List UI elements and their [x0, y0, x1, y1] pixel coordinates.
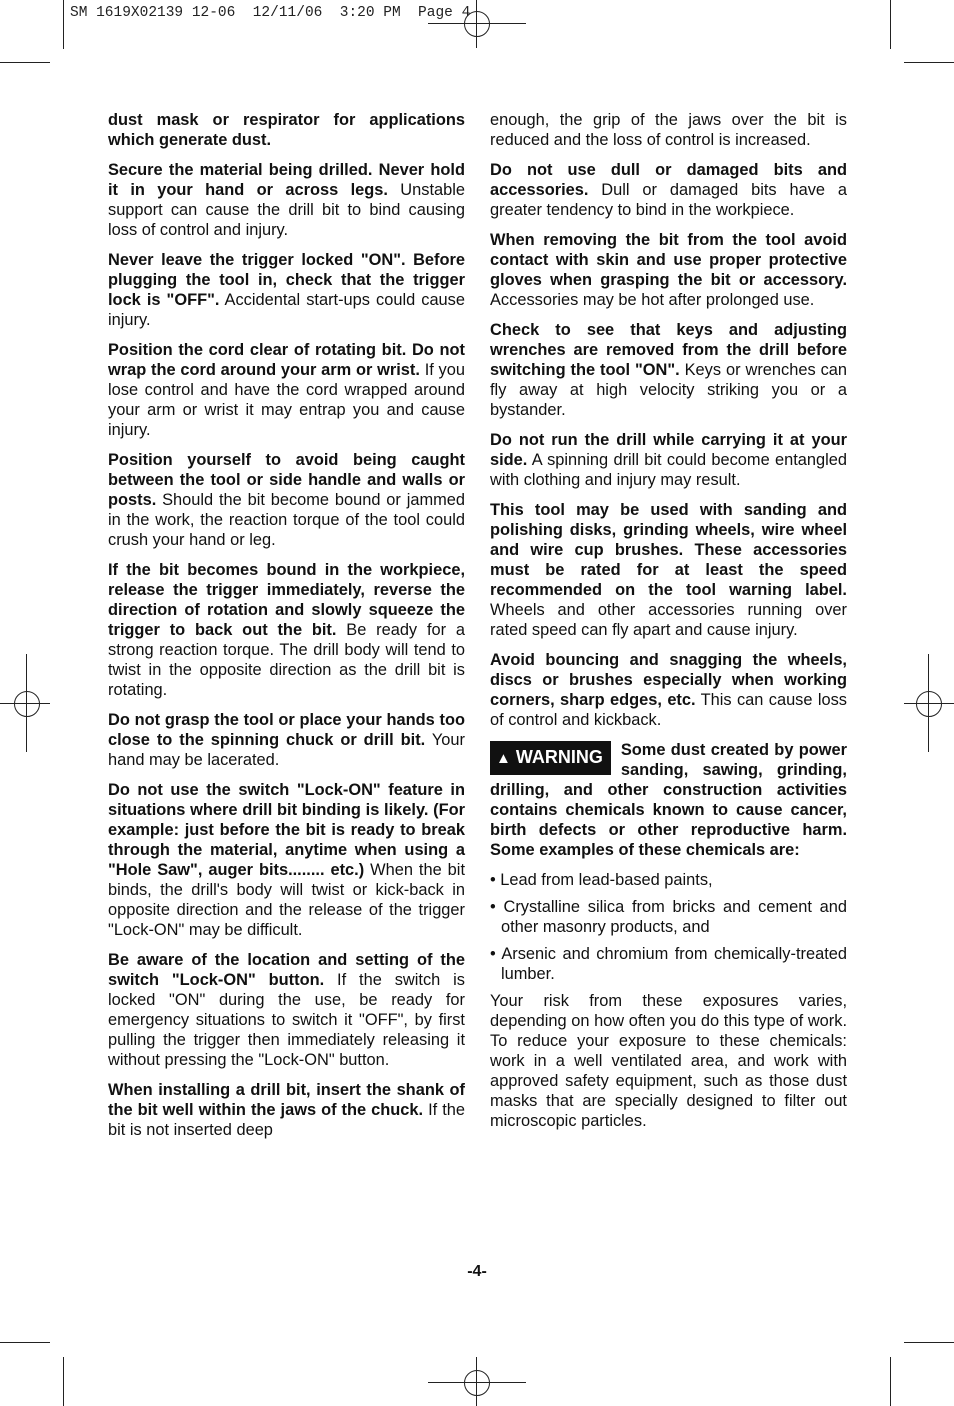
- list-item: • Arsenic and chromium from chemically-treated lumber.: [490, 945, 847, 983]
- print-slug: SM 1619X02139 12-06 12/11/06 3:20 PM Page 4: [70, 5, 471, 21]
- safety-rule-carrying: Do not run the drill while carrying it at your side. A spinning drill bit could become entangled with clothing and injury may result.: [490, 431, 847, 489]
- safety-rule-install-bit-continued: enough, the grip of the jaws over the bit is reduced and the loss of control is increased.: [490, 111, 847, 149]
- crop-mark: [63, 1357, 64, 1406]
- registration-target: [916, 691, 942, 717]
- safety-rule-trigger-lock: Never leave the trigger locked "ON". Before plugging the tool in, check that the trigger lock is "OFF". Accidental start-ups could cause injury.: [108, 251, 465, 329]
- safety-rule-secure-material: Secure the material being drilled. Never hold it in your hand or across legs. Unstable support can cause the drill bit to bind causing loss of control and injury.: [108, 161, 465, 239]
- crop-mark: [904, 1342, 954, 1343]
- warning-block: [490, 740, 847, 860]
- warning-text: Some dust created by power sanding, sawing, grinding, drilling, and other construction activities contains chemicals known to cause cancer, birth defects or other reproductive harm. Some examples of these chemicals are:: [490, 741, 847, 859]
- registration-target: [464, 11, 490, 37]
- closing-paragraph: Your risk from these exposures varies, depending on how often you do this type of work. To reduce your exposure to these chemicals: work in a well ventilated area, and work with approved safety equipment, such as those dust masks that are specially designed to filter out microscopic particles.: [490, 992, 847, 1130]
- registration-line: [904, 703, 954, 704]
- crop-mark: [904, 62, 954, 63]
- registration-target: [464, 1370, 490, 1396]
- safety-rule-bouncing: Avoid bouncing and snagging the wheels, discs or brushes especially when working corners, sharp edges, etc. This can cause loss of control and kickback.: [490, 651, 847, 729]
- registration-line: [428, 1382, 526, 1383]
- safety-rule-hands-clear: Do not grasp the tool or place your hands too close to the spinning chuck or drill bit. Your hand may be lacerated.: [108, 711, 465, 769]
- registration-target: [14, 691, 40, 717]
- safety-rule-bit-bound: If the bit becomes bound in the workpiece, release the trigger immediately, reverse the direction of rotation and slowly squeeze the trigger to back out the bit. Be ready for a strong reaction torque. The drill body will tend to twist in the opposite direction as the drill bit is rotating.: [108, 561, 465, 699]
- registration-line: [928, 654, 929, 752]
- safety-rule-remove-keys: Check to see that keys and adjusting wrenches are removed from the drill before switching the tool "ON". Keys or wrenches can fly away at high velocity striking you or a bystander.: [490, 321, 847, 419]
- safety-rule-accessories: This tool may be used with sanding and polishing disks, grinding wheels, wire wheel and wire cup brushes. These accessories must be rated for at least the speed recommended on the tool warning label. Wheels and other accessories running over rated speed can fly apart and cause injury.: [490, 501, 847, 639]
- crop-mark: [63, 0, 64, 49]
- safety-rule-lock-on-button: Be aware of the location and setting of the switch "Lock-ON" button. If the switch is locked "ON" during the use, be ready for emergency situations to switch it "OFF", by first pulling the trigger then immediately releasing it without pressing the "Lock-ON" button.: [108, 951, 465, 1069]
- left-column: [108, 110, 465, 1150]
- safety-rule-dust-mask: dust mask or respirator for applications which generate dust.: [108, 111, 465, 149]
- registration-line: [26, 654, 27, 752]
- warning-triangle-icon: ▲: [496, 750, 511, 767]
- list-item: • Lead from lead-based paints,: [490, 871, 713, 889]
- registration-line: [476, 0, 477, 48]
- safety-rule-lock-on-feature: Do not use the switch "Lock-ON" feature in situations where drill bit binding is likely. (For example: just before the bit is ready to break through the material, anytime when using a "Hole Saw", auger bits........ etc.) When the bit binds, the drill's body will twist or kick-back in opposite direction and the release of the trigger "Lock-ON" may be difficult.: [108, 781, 465, 939]
- list-item: • Crystalline silica from bricks and cement and other masonry products, and: [490, 898, 847, 936]
- registration-line: [476, 1357, 477, 1406]
- safety-rule-install-bit: When installing a drill bit, insert the shank of the bit well within the jaws of the chuck. If the bit is not inserted deep: [108, 1081, 465, 1139]
- right-column: [490, 110, 847, 1141]
- registration-line: [0, 703, 50, 704]
- crop-mark: [0, 62, 50, 63]
- warning-badge: ▲ WARNING: [490, 741, 611, 775]
- safety-rule-dull-bits: Do not use dull or damaged bits and accessories. Dull or damaged bits have a greater tendency to bind in the workpiece.: [490, 161, 847, 219]
- crop-mark: [0, 1342, 50, 1343]
- page-number: -4-: [467, 1263, 487, 1280]
- registration-line: [428, 23, 526, 24]
- safety-rule-removing-bit: When removing the bit from the tool avoid contact with skin and use proper protective gloves when grasping the bit or accessory. Accessories may be hot after prolonged use.: [490, 231, 847, 309]
- safety-rule-body-position: Position yourself to avoid being caught between the tool or side handle and walls or posts. Should the bit become bound or jammed in the work, the reaction torque of the tool could crush your hand or leg.: [108, 451, 465, 549]
- crop-mark: [890, 0, 891, 49]
- crop-mark: [890, 1357, 891, 1406]
- safety-rule-cord-position: Position the cord clear of rotating bit. Do not wrap the cord around your arm or wrist. If you lose control and have the cord wrapped around your arm or wrist it may entrap you and cause injury.: [108, 341, 465, 439]
